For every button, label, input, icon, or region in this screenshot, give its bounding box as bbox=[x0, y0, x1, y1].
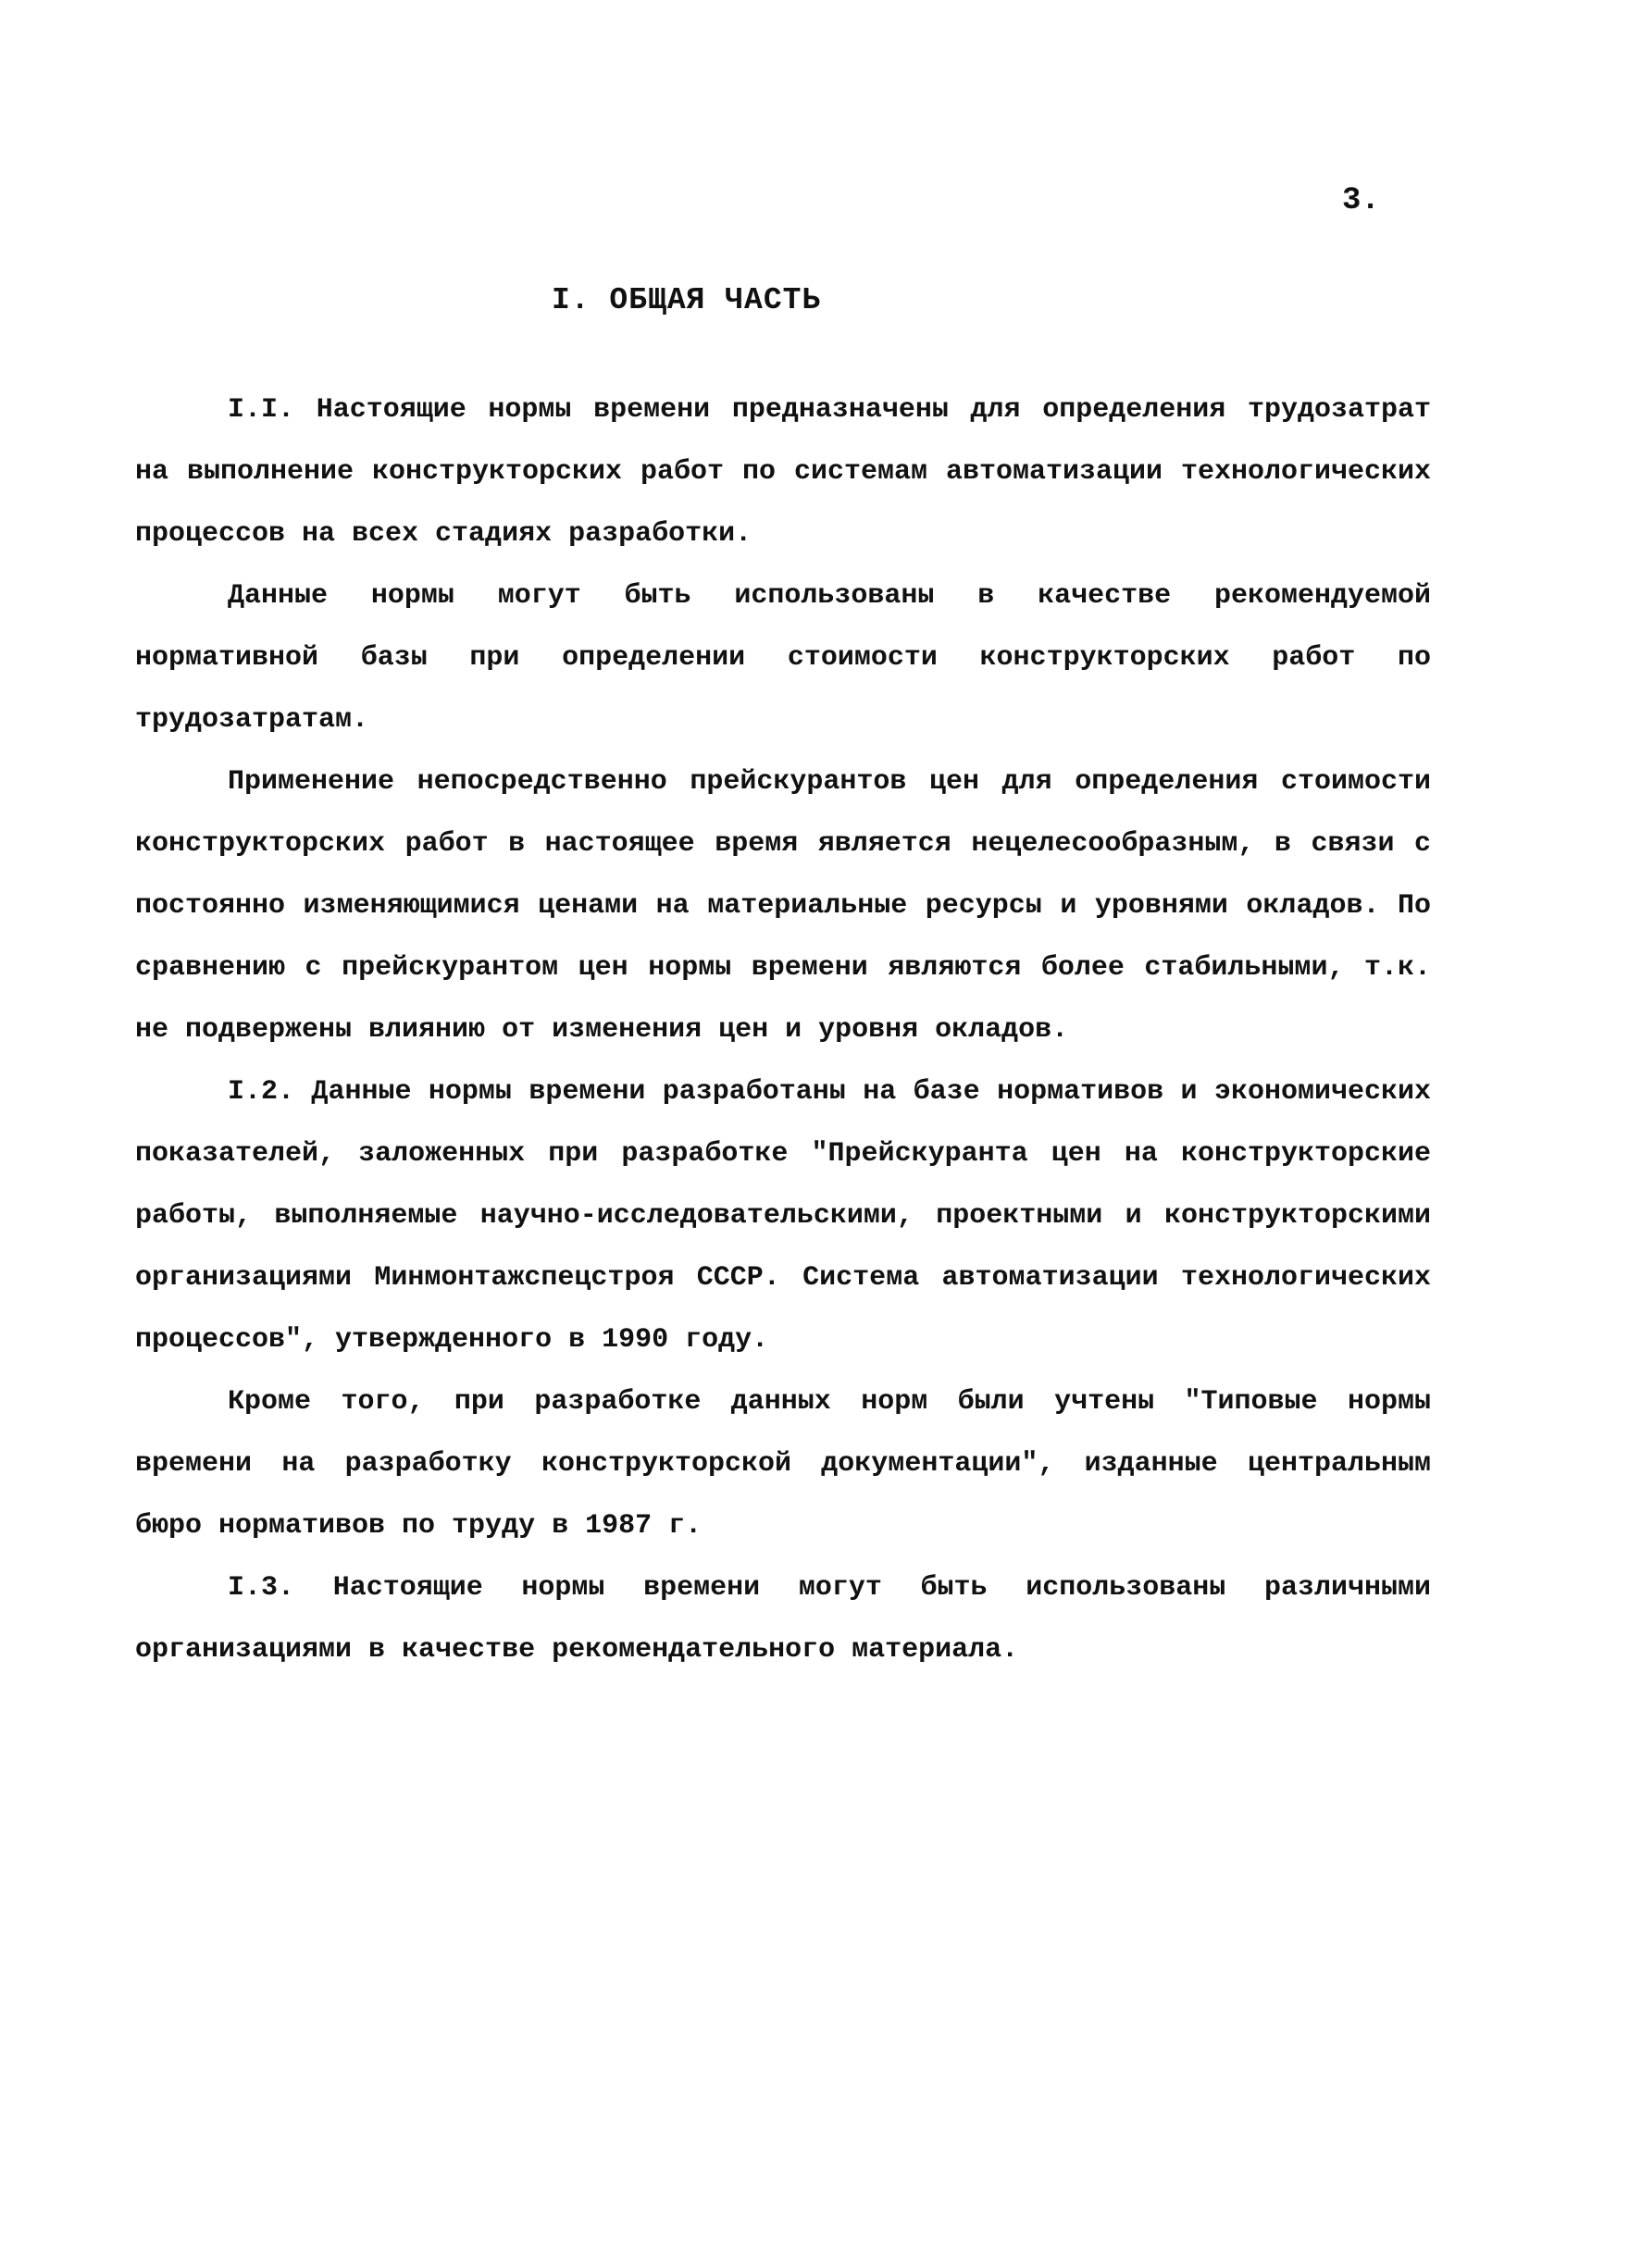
document-body bbox=[135, 379, 1431, 1681]
section-title: I. ОБЩАЯ ЧАСТЬ bbox=[552, 283, 822, 317]
page-number: 3. bbox=[1342, 183, 1380, 218]
paragraph-1-2: I.2. Данные нормы времени разработаны на базе нормативов и экономических показателей, заложенных при разработке "Прейскуранта цен на конструкторские работы, выполняемые научно-исследовательскими, проектными и конструкторскими организациями Минмонтажспецстроя СССР. Система автоматизации технологических процессов", утвержденного в 1990 году. bbox=[135, 1076, 1431, 1356]
paragraph-1-3: I.3. Настоящие нормы времени могут быть использованы различными организациями в качестве рекомендательного материала. bbox=[135, 1572, 1431, 1666]
paragraph-1-1-norms-usage: Данные нормы могут быть использованы в качестве рекомендуемой нормативной базы при определении стоимости конструкторских работ по трудозатратам. bbox=[135, 580, 1431, 736]
paragraph-1-1: I.I. Настоящие нормы времени предназначены для определения трудозатрат на выполнение конструкторских работ по системам автоматизации технологических процессов на всех стадиях разработки. bbox=[135, 394, 1431, 550]
paragraph-1-1-price-list: Применение непосредственно прейскурантов цен для определения стоимости конструкторских работ в настоящее время является нецелесообразным, в связи с постоянно изменяющимися ценами на материальные ресурсы и уровнями окладов. По сравнению с прейскурантом цен нормы времени являются более стабильными, т.к. не подвержены влиянию от изменения цен и уровня окладов. bbox=[135, 766, 1431, 1046]
paragraph-1-2-typical-norms: Кроме того, при разработке данных норм были учтены "Типовые нормы времени на разработку конструкторской документации", изданные центральным бюро нормативов по труду в 1987 г. bbox=[135, 1386, 1431, 1542]
